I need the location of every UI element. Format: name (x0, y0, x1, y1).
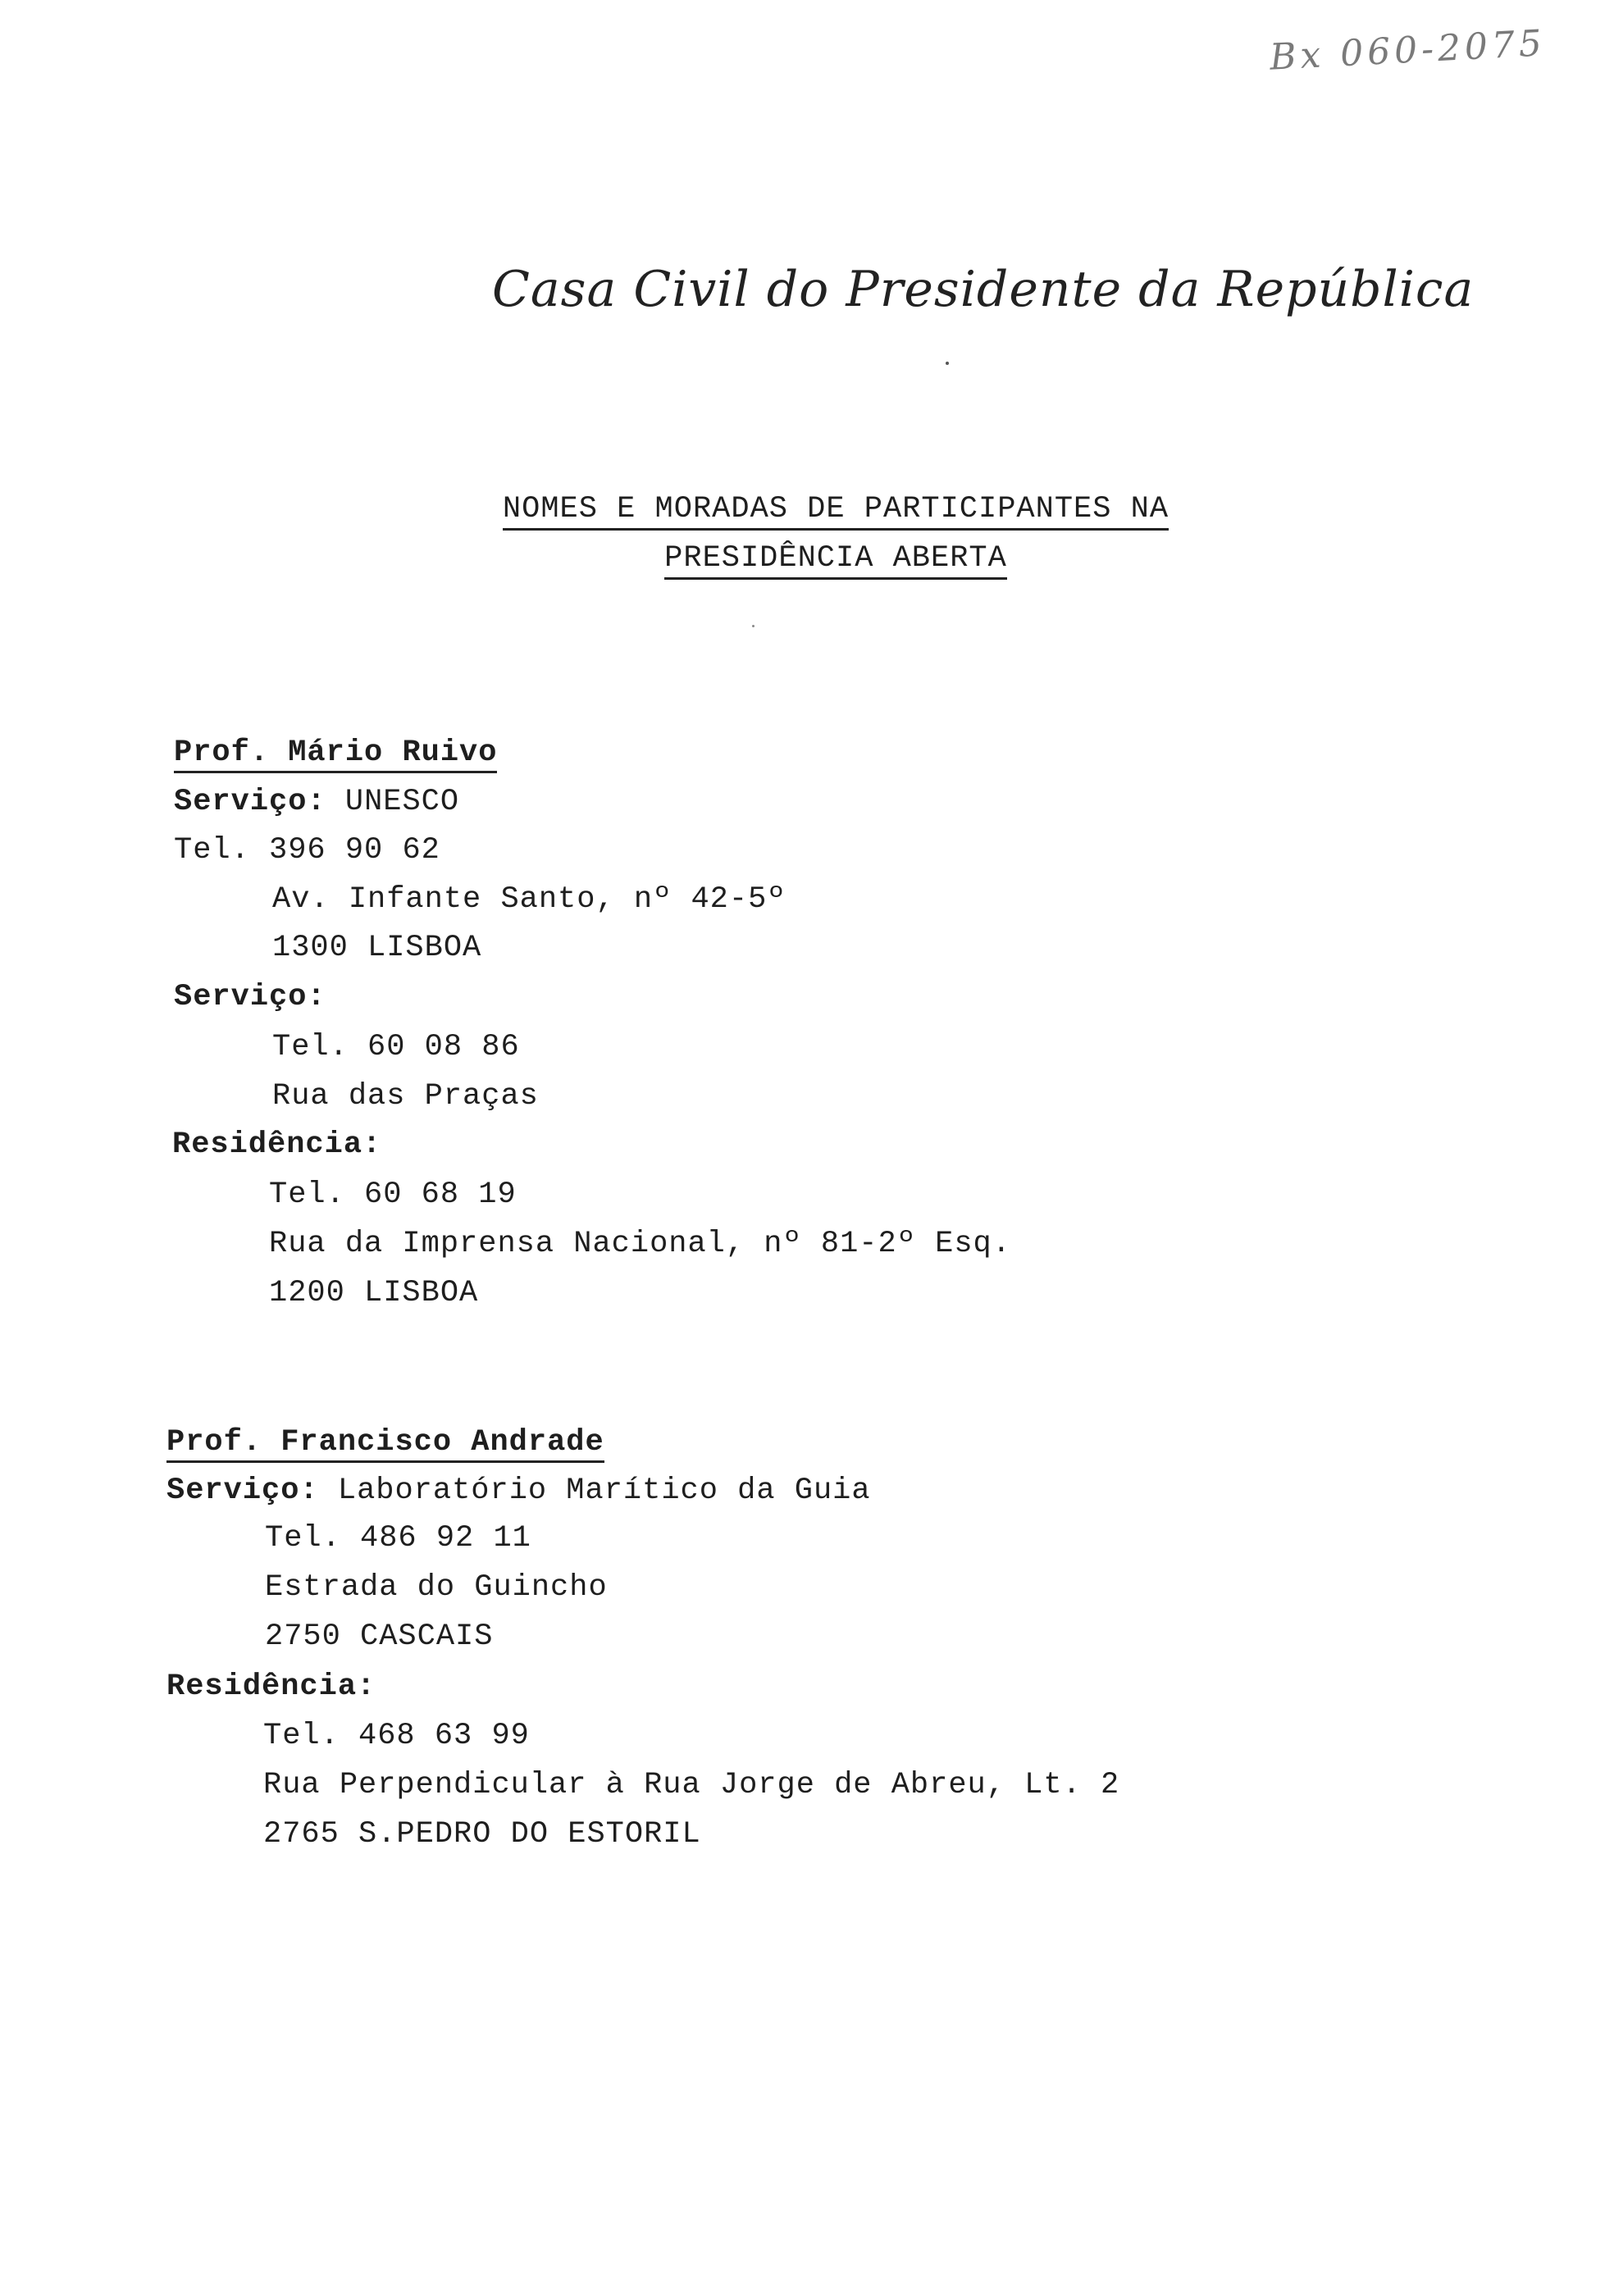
residencia-city: 1200 LISBOA (269, 1276, 479, 1310)
servico-label: Serviço: (174, 980, 326, 1014)
participant-name: Prof. Mário Ruivo (174, 736, 497, 770)
speck-mark (752, 625, 755, 627)
servico-label: Serviço: (174, 785, 326, 819)
residencia-label: Residência: (172, 1128, 382, 1162)
residencia-tel: Tel. 468 63 99 (263, 1719, 530, 1753)
servico-tel: Tel. 486 92 11 (265, 1521, 531, 1556)
servico-label: Serviço: (166, 1474, 319, 1508)
residencia-address: Rua da Imprensa Nacional, nº 81-2º Esq. (269, 1227, 1011, 1261)
servico-line (166, 1474, 871, 1508)
residencia-tel: Tel. 60 68 19 (269, 1178, 517, 1212)
servico-city: 1300 LISBOA (272, 931, 482, 965)
residencia-city: 2765 S.PEDRO DO ESTORIL (263, 1817, 701, 1852)
servico-address: Estrada do Guincho (265, 1570, 608, 1605)
servico-line (174, 785, 459, 819)
document-title-line1: NOMES E MORADAS DE PARTICIPANTES NA (29, 492, 1614, 526)
letterhead: Casa Civil do Presidente da República (492, 261, 1475, 318)
document-title-line2: PRESIDÊNCIA ABERTA (29, 541, 1614, 576)
residencia-label: Residência: (166, 1670, 376, 1704)
servico-tel: Tel. 60 08 86 (272, 1030, 520, 1064)
servico-tel: Tel. 396 90 62 (174, 833, 440, 868)
residencia-address: Rua Perpendicular à Rua Jorge de Abreu, Lt. 2 (263, 1768, 1120, 1802)
participant-name: Prof. Francisco Andrade (166, 1425, 604, 1460)
speck-mark (946, 362, 949, 365)
servico-value: UNESCO (344, 785, 460, 819)
servico-address: Av. Infante Santo, nº 42-5º (272, 882, 786, 917)
servico-address: Rua das Praças (272, 1079, 539, 1114)
servico-value: Laboratório Marítico da Guia (337, 1474, 871, 1508)
archive-stamp: Bx 060-2075 (1268, 22, 1548, 79)
servico-city: 2750 CASCAIS (265, 1620, 494, 1654)
